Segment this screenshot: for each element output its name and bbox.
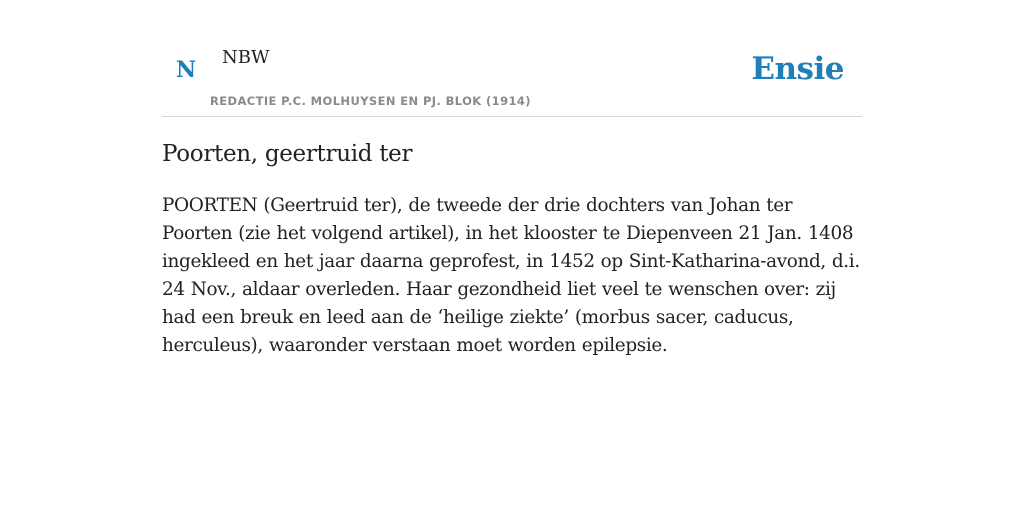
source-editors: REDACTIE P.C. MOLHUYSEN EN PJ. BLOK (1914) <box>210 94 531 108</box>
brand-logo[interactable]: Ensie <box>751 51 844 87</box>
source-logo[interactable]: N <box>176 57 197 83</box>
source-header <box>162 0 862 117</box>
article-body <box>162 192 862 360</box>
source-name[interactable]: NBW <box>222 47 270 68</box>
article-paragraph: POORTEN (Geertruid ter), de tweede der drie dochters van Johan ter Poorten (zie het volgend artikel), in het klooster te Diepenveen 21 Jan. 1408 ingekleed en het jaar daarna geprofest, in 1452 op Sint-Katharina-avond, d.i. 24 Nov., aldaar overleden. Haar gezondheid liet veel te wenschen over: zij had een breuk en leed aan de ‘heilige ziekte’ (morbus sacer, caducus, herculeus), waaronder verstaan moet worden epilepsie. <box>162 195 860 356</box>
article-title: Poorten, geertruid ter <box>162 141 413 167</box>
